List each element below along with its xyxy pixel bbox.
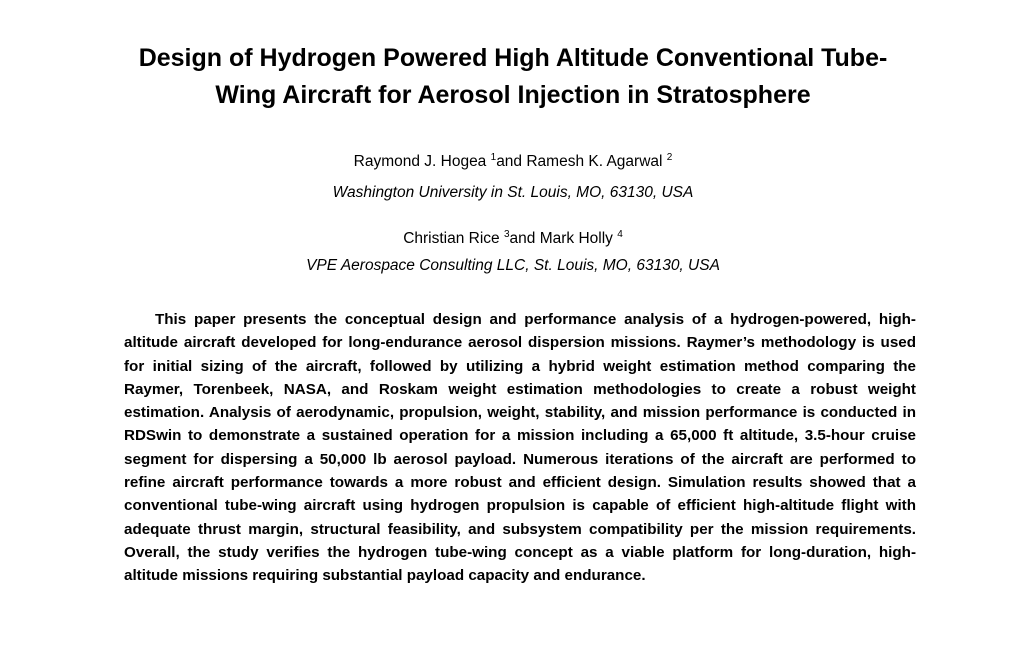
affiliation-2: VPE Aerospace Consulting LLC, St. Louis, MO, 63130, USA [306, 257, 720, 274]
affiliation-1: Washington University in St. Louis, MO, 63130, USA [332, 184, 694, 201]
author-name-1: Raymond J. Hogea [353, 153, 487, 170]
title-line-2: Wing Aircraft for Aerosol Injection in Stratosphere [215, 81, 811, 109]
author-conjunction-1: and Ramesh K. Agarwal [496, 153, 663, 170]
author-conjunction-2: and Mark Holly [509, 230, 613, 247]
paper-title [40, 40, 986, 114]
author-line-2 [0, 229, 1026, 249]
author-name-3: Christian Rice [403, 230, 500, 247]
title-line-1: Design of Hydrogen Powered High Altitude Conventional Tube- [138, 44, 888, 72]
author-line-1 [0, 152, 1026, 172]
author-superscript-2: 2 [666, 151, 673, 163]
author-superscript-1: 1 [490, 151, 497, 163]
author-superscript-3: 3 [503, 228, 510, 240]
author-superscript-4: 4 [617, 228, 623, 240]
abstract-text: This paper presents the conceptual design and performance analysis of a hydrogen-powered, high-altitude aircraft developed for long-endurance aerosol dispersion missions. Raymer’s methodology is used for initial sizing of the aircraft, followed by utilizing a hybrid weight estimation method comparing the Raymer, Torenbeek, NASA, and Roskam weight estimation methodologies to create a robust weight estimation. Analysis of aerodynamic, propulsion, weight, stability, and mission performance is conducted in RDSwin to demonstrate a sustained operation for a mission including a 65,000 ft altitude, 3.5-hour cruise segment for dispersing a 50,000 lb aerosol payload. Numerous iterations of the aircraft are performed to refine aircraft performance towards a more robust and efficient design. Simulation results showed that a conventional tube-wing aircraft using hydrogen propulsion is capable of efficient high-altitude flight with adequate thrust margin, structural feasibility, and subsystem compatibility per the mission requirements. Overall, the study verifies the hydrogen tube-wing concept as a viable platform for long-duration, high-altitude missions requiring substantial payload capacity and endurance. [124, 311, 916, 585]
